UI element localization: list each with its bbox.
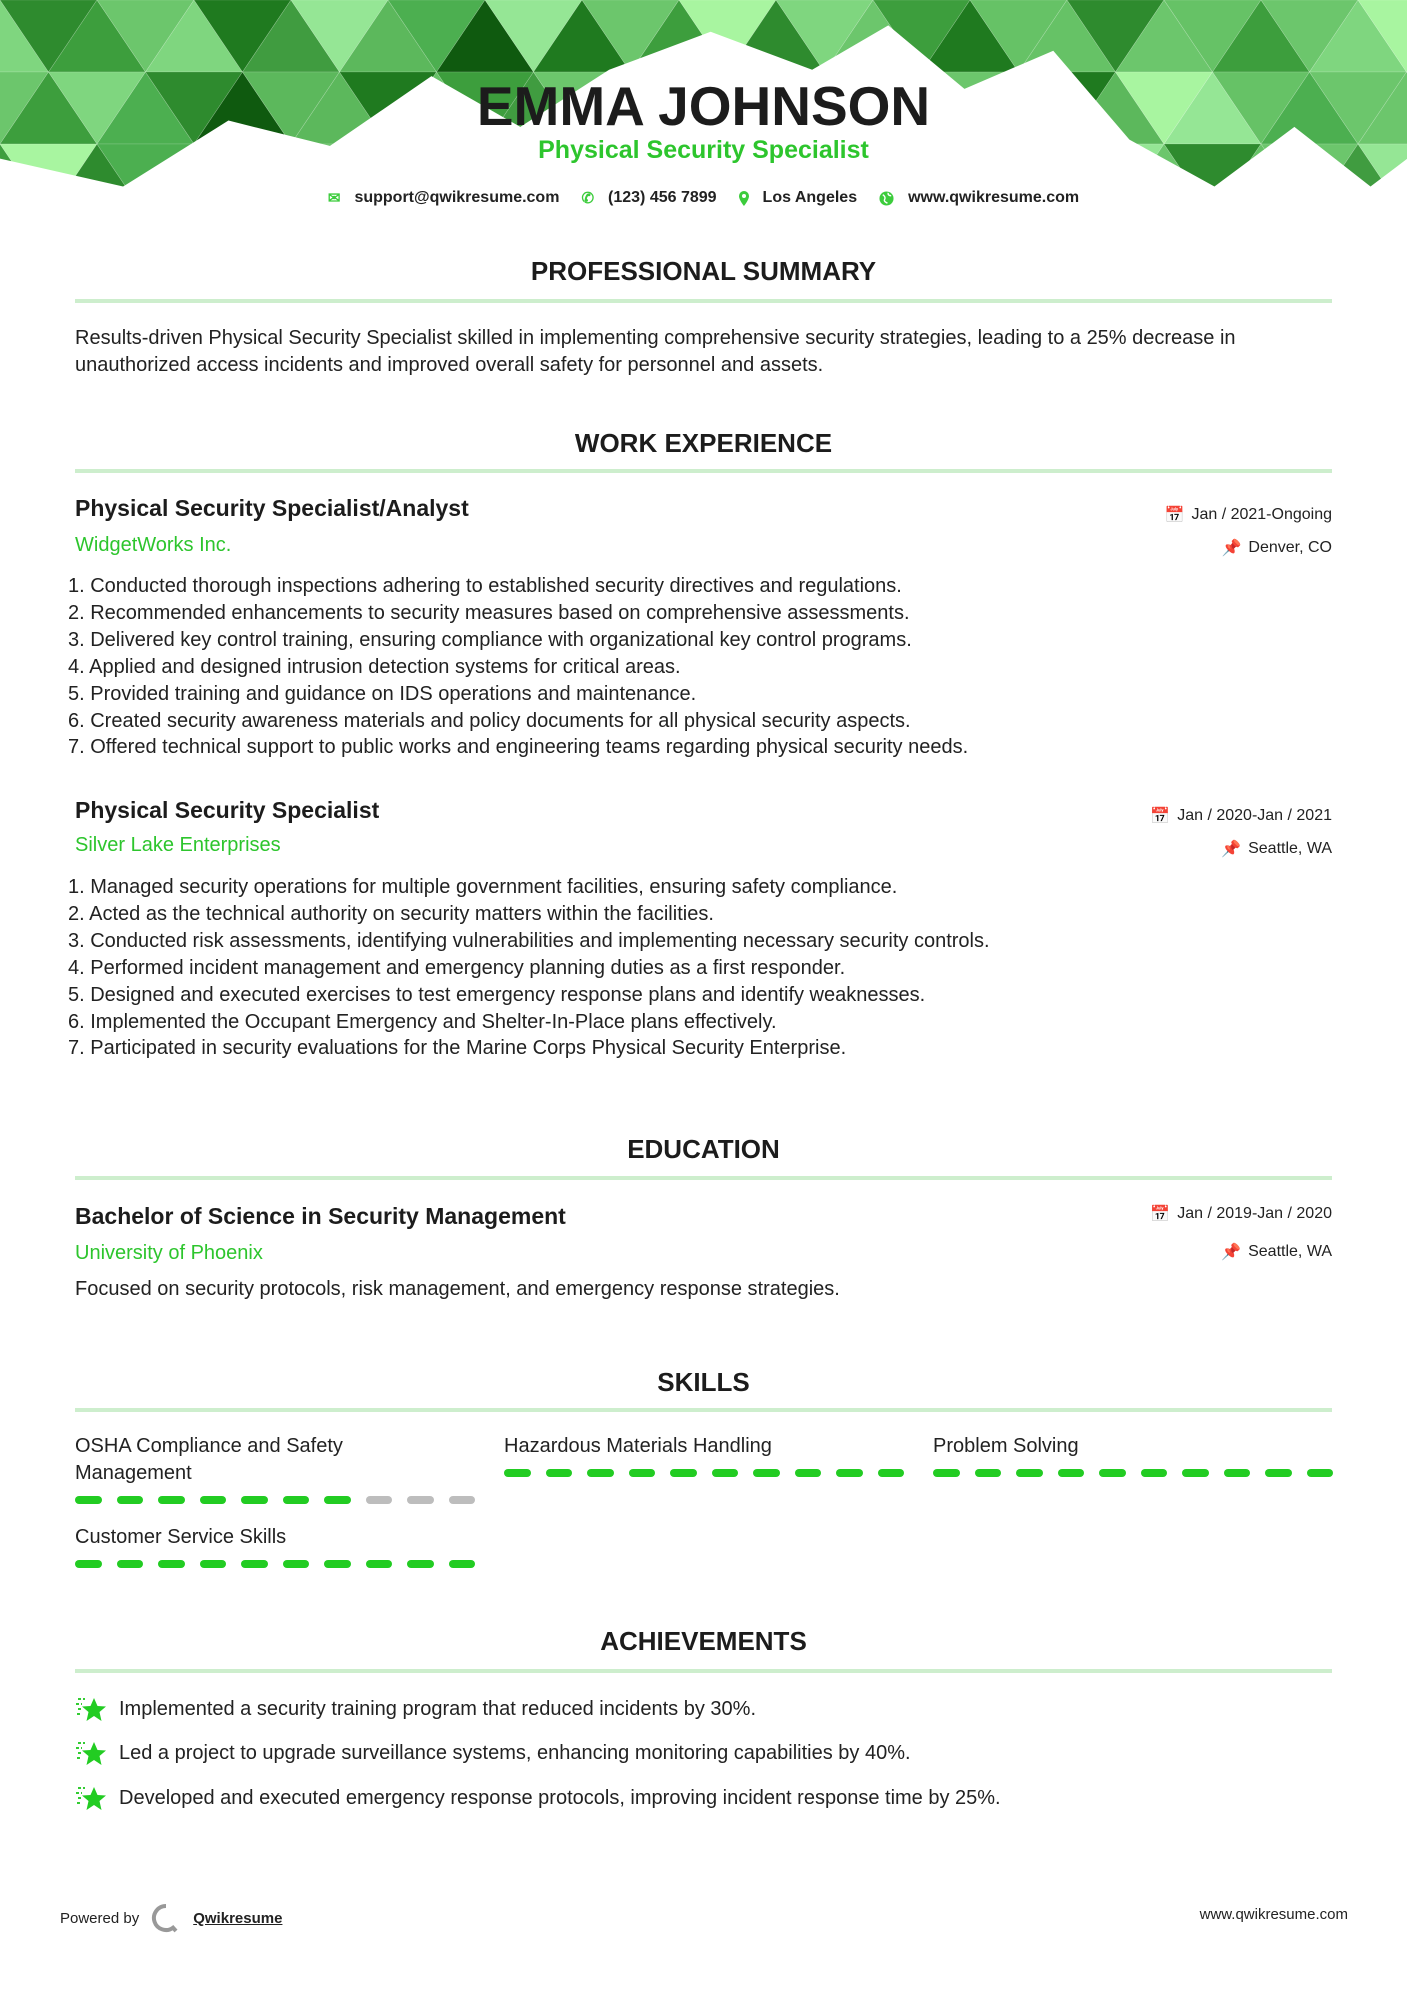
skill-item bbox=[504, 1433, 904, 1477]
skill-level-segment bbox=[200, 1560, 227, 1568]
skill-item bbox=[75, 1433, 475, 1504]
star-award-icon bbox=[75, 1739, 106, 1767]
candidate-name: EMMA JOHNSON bbox=[476, 75, 931, 137]
skill-level-segment bbox=[158, 1560, 185, 1568]
skill-level-segment bbox=[283, 1496, 310, 1504]
skill-level-segment bbox=[324, 1496, 351, 1504]
job-bullet: 7. Participated in security evaluations for the Marine Corps Physical Security Enterprise. bbox=[68, 1037, 847, 1060]
email-icon: ✉ bbox=[327, 190, 341, 207]
skill-level-bar bbox=[75, 1560, 475, 1568]
skill-level-segment bbox=[1224, 1469, 1251, 1477]
skill-name: Problem Solving bbox=[933, 1435, 1079, 1457]
contact-bar bbox=[0, 189, 1407, 207]
section-divider bbox=[75, 1176, 1332, 1180]
powered-by-label: Powered by bbox=[60, 1909, 140, 1927]
job-bullet: 3. Delivered key control training, ensuring compliance with organizational key control programs. bbox=[68, 628, 912, 651]
footer-powered-by bbox=[60, 1903, 282, 1933]
skill-level-segment bbox=[366, 1560, 393, 1568]
calendar-icon: 📅 bbox=[1150, 1206, 1171, 1223]
skill-level-segment bbox=[878, 1469, 905, 1477]
skill-level-segment bbox=[158, 1496, 185, 1504]
skill-level-segment bbox=[117, 1496, 144, 1504]
skill-level-segment bbox=[324, 1560, 351, 1568]
contact-phone: (123) 456 7899 bbox=[608, 189, 717, 206]
skill-name: Hazardous Materials Handling bbox=[504, 1435, 772, 1457]
job-bullet: 3. Conducted risk assessments, identifying vulnerabilities and implementing necessary security controls. bbox=[68, 929, 990, 952]
school-name: University of Phoenix bbox=[75, 1242, 263, 1264]
skill-level-segment bbox=[836, 1469, 863, 1477]
skill-level-segment bbox=[629, 1469, 656, 1477]
skill-level-bar bbox=[504, 1469, 904, 1477]
job-date-text: Jan / 2020-Jan / 2021 bbox=[1177, 807, 1332, 824]
job-bullet: 5. Provided training and guidance on IDS operations and maintenance. bbox=[68, 682, 697, 705]
section-heading-experience: WORK EXPERIENCE bbox=[574, 428, 833, 458]
location-pin-icon bbox=[739, 191, 749, 206]
section-divider bbox=[75, 299, 1332, 303]
skill-level-segment bbox=[670, 1469, 697, 1477]
calendar-icon: 📅 bbox=[1164, 507, 1185, 524]
skill-level-segment bbox=[407, 1496, 434, 1504]
skill-item bbox=[75, 1524, 475, 1568]
skill-level-segment bbox=[975, 1469, 1002, 1477]
skill-level-segment bbox=[283, 1560, 310, 1568]
job-location-text: Denver, CO bbox=[1248, 539, 1332, 556]
education-description: Focused on security protocols, risk management, and emergency response strategies. bbox=[75, 1278, 840, 1300]
skill-level-segment bbox=[449, 1560, 476, 1568]
skill-level-segment bbox=[1058, 1469, 1085, 1477]
qwikresume-logo-icon bbox=[151, 1903, 181, 1933]
pushpin-icon: 📌 bbox=[1221, 1244, 1242, 1261]
achievement-text: Implemented a security training program that reduced incidents by 30%. bbox=[119, 1697, 757, 1720]
skill-level-segment bbox=[241, 1496, 268, 1504]
pushpin-icon: 📌 bbox=[1221, 540, 1242, 557]
section-divider bbox=[75, 469, 1332, 473]
skill-level-segment bbox=[1182, 1469, 1209, 1477]
globe-icon bbox=[879, 191, 894, 206]
section-heading-skills: SKILLS bbox=[657, 1367, 750, 1397]
achievement-text: Developed and executed emergency response protocols, improving incident response time by 25%. bbox=[119, 1786, 1001, 1809]
education-location-text: Seattle, WA bbox=[1248, 1243, 1332, 1260]
skill-level-segment bbox=[753, 1469, 780, 1477]
education-date-text: Jan / 2019-Jan / 2020 bbox=[1177, 1205, 1332, 1222]
skill-level-segment bbox=[504, 1469, 531, 1477]
skill-name: OSHA Compliance and Safety Management bbox=[75, 1435, 343, 1484]
skill-level-segment bbox=[1099, 1469, 1126, 1477]
achievement-item bbox=[75, 1739, 911, 1767]
job-date bbox=[1150, 806, 1332, 826]
skill-level-segment bbox=[117, 1560, 144, 1568]
job-title: Physical Security Specialist/Analyst bbox=[75, 495, 469, 521]
job-title: Physical Security Specialist bbox=[75, 797, 380, 823]
job-bullet: 5. Designed and executed exercises to test emergency response plans and identify weaknesses. bbox=[68, 983, 926, 1006]
skill-level-segment bbox=[75, 1496, 102, 1504]
job-date bbox=[1165, 505, 1332, 525]
skill-level-segment bbox=[241, 1560, 268, 1568]
job-company: Silver Lake Enterprises bbox=[75, 834, 281, 856]
job-bullet: 2. Acted as the technical authority on security matters within the facilities. bbox=[68, 902, 714, 925]
footer-website[interactable]: www.qwikresume.com bbox=[1199, 1906, 1348, 1923]
section-divider bbox=[75, 1408, 1332, 1412]
job-location bbox=[1221, 538, 1332, 558]
star-award-icon bbox=[75, 1784, 106, 1812]
section-heading-education: EDUCATION bbox=[627, 1134, 780, 1164]
skill-item bbox=[933, 1433, 1333, 1477]
skill-level-bar bbox=[75, 1496, 475, 1504]
brand-link[interactable]: Qwikresume bbox=[193, 1909, 283, 1927]
job-bullet: 4. Performed incident management and emergency planning duties as a first responder. bbox=[68, 956, 846, 979]
skill-level-segment bbox=[712, 1469, 739, 1477]
contact-website[interactable]: www.qwikresume.com bbox=[908, 189, 1080, 206]
skill-level-segment bbox=[1141, 1469, 1168, 1477]
star-award-icon bbox=[75, 1695, 106, 1723]
job-bullet: 2. Recommended enhancements to security measures based on comprehensive assessments. bbox=[68, 601, 910, 624]
skill-level-segment bbox=[366, 1496, 393, 1504]
job-bullet: 6. Created security awareness materials and policy documents for all physical security aspects. bbox=[68, 709, 911, 732]
degree-title: Bachelor of Science in Security Management bbox=[75, 1203, 566, 1229]
calendar-icon: 📅 bbox=[1150, 808, 1171, 825]
job-bullet: 7. Offered technical support to public works and engineering teams regarding physical security needs. bbox=[68, 736, 969, 759]
skill-level-segment bbox=[546, 1469, 573, 1477]
job-company: WidgetWorks Inc. bbox=[75, 534, 232, 556]
summary-text: Results-driven Physical Security Specialist skilled in implementing comprehensive security strategies, leading to a 25% decrease in unauthorized access incidents and improved overall safety for personnel and assets. bbox=[75, 327, 1236, 376]
skill-level-segment bbox=[587, 1469, 614, 1477]
pushpin-icon: 📌 bbox=[1221, 841, 1242, 858]
skill-level-segment bbox=[933, 1469, 960, 1477]
contact-location: Los Angeles bbox=[762, 189, 858, 206]
section-divider bbox=[75, 1669, 1332, 1673]
job-bullet: 1. Managed security operations for multiple government facilities, ensuring safety compliance. bbox=[68, 876, 898, 898]
section-heading-summary: PROFESSIONAL SUMMARY bbox=[530, 256, 877, 286]
job-date-text: Jan / 2021-Ongoing bbox=[1191, 506, 1332, 523]
skill-level-segment bbox=[1307, 1469, 1334, 1477]
job-bullets bbox=[68, 573, 968, 761]
job-location-text: Seattle, WA bbox=[1248, 840, 1332, 857]
section-heading-achievements: ACHIEVEMENTS bbox=[600, 1626, 807, 1656]
skill-level-segment bbox=[75, 1560, 102, 1568]
job-location bbox=[1221, 839, 1332, 859]
achievement-text: Led a project to upgrade surveillance systems, enhancing monitoring capabilities by 40%. bbox=[119, 1741, 911, 1764]
skill-name: Customer Service Skills bbox=[75, 1526, 287, 1548]
contact-email[interactable]: support@qwikresume.com bbox=[354, 189, 560, 206]
skill-level-segment bbox=[200, 1496, 227, 1504]
achievement-item bbox=[75, 1784, 1001, 1812]
skill-level-segment bbox=[449, 1496, 476, 1504]
job-bullet: 6. Implemented the Occupant Emergency and Shelter-In-Place plans effectively. bbox=[68, 1010, 777, 1033]
education-date bbox=[1150, 1204, 1332, 1224]
job-bullet: 4. Applied and designed intrusion detection systems for critical areas. bbox=[68, 655, 681, 678]
skill-level-segment bbox=[795, 1469, 822, 1477]
job-bullets bbox=[68, 874, 990, 1062]
job-bullet: 1. Conducted thorough inspections adhering to established security directives and regulations. bbox=[68, 575, 902, 597]
skill-level-segment bbox=[1265, 1469, 1292, 1477]
candidate-title: Physical Security Specialist bbox=[538, 136, 869, 164]
skill-level-segment bbox=[1016, 1469, 1043, 1477]
education-location bbox=[1221, 1242, 1332, 1262]
skill-level-bar bbox=[933, 1469, 1333, 1477]
phone-icon: ✆ bbox=[581, 190, 595, 207]
achievement-item bbox=[75, 1695, 756, 1723]
skill-level-segment bbox=[407, 1560, 434, 1568]
